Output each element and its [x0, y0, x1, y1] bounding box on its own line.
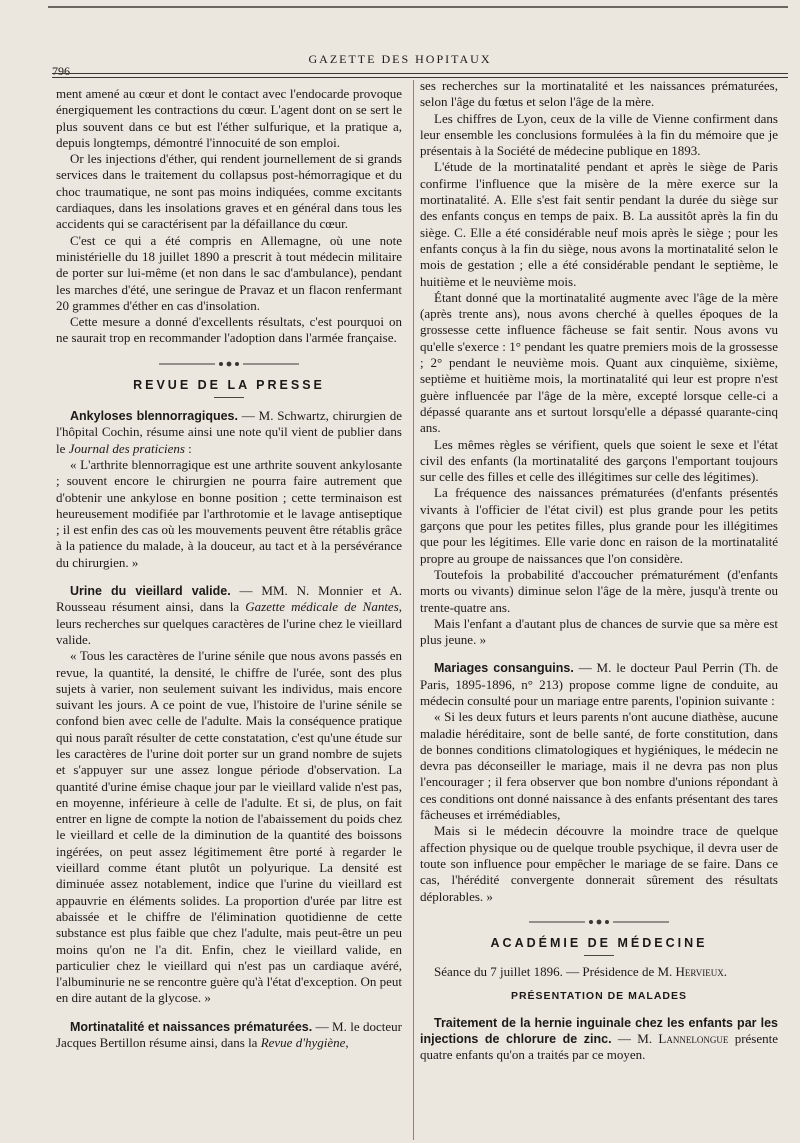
paragraph: Cette mesure a donné d'excellents résultats, c'est pourquoi on ne saurait trop en recommander l'adoption dans l'armée française.: [56, 314, 402, 346]
article-mortinatalite: Mortinatalité et naissances prématurées. — M. le docteur Jacques Bertillon résume ainsi, dans la Revue d'hygiène,: [56, 1018, 402, 1051]
quotation: « L'arthrite blennorragique est une arthrite souvent ankylosante ; souvent encore le chirurgien ne pourra faire autrement que d'obtenir une ankylose en bonne position ; cette terminaison est heureusement modifiée par l'arthrotomie et le lavage antiseptique ; il est enfin des cas où les mouvements peuvent être rétablis grâce à la patience du malade, à la douceur, au tact et à la persévérance du chirurgien. »: [56, 456, 402, 570]
article-urine: Urine du vieillard valide. — MM. N. Monnier et A. Rousseau résument ainsi, dans la Gazette médicale de Nantes, leurs recherches sur quelques caractères de l'urine chez le vieillard valide.: [56, 583, 403, 647]
column-separator: [413, 80, 414, 1140]
paragraph: L'étude de la mortinatalité pendant et après le siège de Paris confirme l'influence que la misère de la mère exerce sur la mortinatalité. A. Elle s'est fait sentir pendant la durée du siège sur des enfants conçus en temps de paix. B. La aussitôt après la fin du siège. C. Elle a été considérable neuf mois après le siège ; pour les enfants conçus à la fin du siège, nous avons la mortinatalité selon le mois de gestation ; elle a été considérable pendant le septième, le huitième et le neuvième mois.: [420, 159, 778, 289]
seance-line: Séance du 7 juillet 1896. — Présidence de M. Hervieux.: [434, 964, 727, 980]
page-number: 796: [52, 64, 70, 78]
paragraph: Les chiffres de Lyon, ceux de la ville de Vienne confirment dans leur ensemble les conclusions formulées à la fin du mémoire que je présentais à la Société de médecine publique en 1893.: [420, 110, 778, 159]
paragraph: Les mêmes règles se vérifient, quels que soient le sexe et l'état civil des enfants (la mortinatalité des garçons l'emportant toujours sur celle des filles et celle des illégitimes sur celle des légitimes).: [420, 436, 778, 485]
article-mariages: Mariages consanguins. — M. le docteur Paul Perrin (Th. de Paris, 1895-1896, n° 213) propose comme ligne de conduite, au médecin consulté pour un mariage entre parents, l'opinion suivante :: [420, 660, 779, 708]
article-heading: Ankyloses blennorragiques.: [70, 409, 238, 424]
president-name: Hervieux.: [675, 964, 727, 980]
article-heading: Mariages consanguins.: [434, 661, 574, 676]
paragraph: Mais l'enfant a d'autant plus de chances de survie que sa mère est plus jeune. »: [420, 615, 778, 648]
paragraph: La fréquence des naissances prématurées (d'enfants présentés vivants à l'officier de l'état civil) est plus grande pour les petits garçons que pour les petites filles, plus grande pour les illégitimes que pour les légitimes. Elle varie donc en raison de la mortinatalité propre au groupe de naissances que l'on considère.: [420, 485, 778, 566]
short-rule: [584, 955, 614, 956]
top-border-rule: [48, 6, 788, 8]
right-column: [420, 78, 778, 1064]
journal-title: Journal des praticiens: [68, 440, 185, 456]
article-ankyloses: Ankyloses blennorragiques. — M. Schwartz, chirurgien de l'hôpital Cochin, résume ainsi une note qu'il vient de publier dans le Journal des praticiens :: [56, 408, 402, 456]
paragraph: ment amené au cœur et dont le contact avec l'endocarde provoque énergiquement les contractions du cœur. L'agent dont on se sert le plus souvent dans ce but est l'éther sulfurique, et la pratique a, depuis longtemps, démontré l'innocuité de son emploi.: [56, 86, 402, 150]
paragraph: Toutefois la probabilité d'accoucher prématurément (d'enfants morts ou vivants) diminue selon l'âge de la mère, jusqu'à trente ou trente-quatre ans.: [420, 566, 778, 615]
quotation: « Tous les caractères de l'urine sénile que nous avons passés en revue, la quantité, la densité, le chiffre de l'urée, sont des plus sujets à varier, non seulement suivant les individus, mais encore suivant les jours. A ce point de vue, l'histoire de l'urine sénile se confond bien avec celle de l'adulte. Mais la conséquence pratique qui nous paraît résulter de cette constatation, c'est qu'une étude sur les caractères de l'urine doit porter sur un grand nombre de sujets et s'appuyer sur une assez longue période d'observation. La quantité d'urine émise chaque jour par le vieillard valide n'est pas, en moyenne, inférieure à celle de l'adulte. Et si, de plus, on fait entrer en ligne de compte la notion de l'abaissement du poids chez le vieillard et celle de la diminution de la quantité des boissons ingérées, on peut assez légitimement être porté à regarder le vieillard comme étant plutôt un polyurique. La densité est diminuée assez notablement, indice que l'urine du vieillard est appauvrie en éléments solides. La proportion d'urée par litre est abaissée et le chiffre de l'élimination quotidienne de cette substance est plus faible que chez l'adulte, mais peut-être un peu moins qu'on ne l'a dit. Enfin, chez le vieillard valide, en particulier chez le vieillard qui n'est pas un cardiaque avéré, l'albuminurie ne se rencontre guère qu'à l'état d'exception. On peut en dire autant de la glycose. »: [56, 648, 402, 1006]
separator-ornament: [529, 919, 669, 925]
section-title: REVUE DE LA PRESSE: [133, 377, 325, 392]
separator-ornament: [159, 361, 299, 367]
paragraph: Étant donné que la mortinatalité augmente avec l'âge de la mère (après trente ans), nous avons cherché à quelles époques de la grossesse cette influence fâcheuse se fait sentir. Nous avons vu qu'elle s'exerce : 1° pendant les quatre premiers mois de la grossesse ; 2° pendant le neuvième mois. Quant aux cinquième, sixième, septième et huitième mois, la mortinatalité qui leur est propre n'est guère influencée par l'âge de la mère, excepté lorsque celle-ci a dépassé quarante ans et surtout lorsqu'elle a dépassé quarante-cinq ans.: [420, 289, 778, 436]
short-rule: [214, 397, 244, 398]
article-heading: Urine du vieillard valide.: [70, 584, 231, 599]
section-title: ACADÉMIE DE MÉDECINE: [490, 935, 708, 950]
paragraph: C'est ce qui a été compris en Allemagne, où une note ministérielle du 18 juillet 1890 a prescrit à tout médecin militaire de porter sur lui-même (et non dans le sac d'ambulance), pendant les marches d'été, une seringue de Pravaz et un flacon renfermant 20 grammes d'éther en cas d'insolation.: [56, 232, 402, 313]
article-hernie: Traitement de la hernie inguinale chez les enfants par les injections de chlorure de zinc. — M. Lannelongue présente quatre enfants qu'on a traités par ce moyen.: [420, 1015, 779, 1063]
article-heading: Mortinatalité et naissances prématurées.: [70, 1019, 313, 1034]
journal-title: Gazette médicale de Nantes: [245, 599, 399, 615]
quotation: « Si les deux futurs et leurs parents n'ont aucune diathèse, aucune maladie héréditaire, sont de belle santé, de forte constitution, dans de bonnes conditions climatologiques et hygiéniques, le médecin ne devra pas déconseiller le mariage, mais il ne devra pas non plus l'encourager ; il fera observer que bon nombre d'unions répondant à ces conditions ont donné naissance à des enfants présentant des tares fâcheuses et irrémédiables,: [420, 709, 778, 823]
article-heading: Traitement de la hernie inguinale chez les enfants par les injections de chlorure de zinc.: [420, 1015, 778, 1047]
journal-title: Revue d'hygiène: [260, 1035, 346, 1051]
subsection-title: PRÉSENTATION DE MALADES: [510, 990, 688, 1003]
quotation: Mais si le médecin découvre la moindre trace de quelque affection physique ou de quelque trouble psychique, il devra user de toute son influence pour empêcher le mariage de se faire. Dans ce cas, l'hérédité convergente donnerait sûrement des résultats déplorables. »: [420, 823, 778, 904]
author-name: Lannelongue: [658, 1031, 729, 1047]
paragraph: Or les injections d'éther, qui rendent journellement de si grands services dans le traitement du collapsus post-hémorragique et du choc traumatique, ne sont pas moins indiquées, comme excitants cardiaques, dans les insolations graves et en général dans tous les accidents qui se caractérisent par la défaillance du cœur.: [56, 151, 402, 232]
left-column: [56, 86, 402, 1051]
running-title: GAZETTE DES HOPITAUX: [308, 52, 492, 66]
paragraph: ses recherches sur la mortinatalité et les naissances prématurées, selon l'âge du fœtus et selon l'âge de la mère.: [420, 78, 778, 110]
